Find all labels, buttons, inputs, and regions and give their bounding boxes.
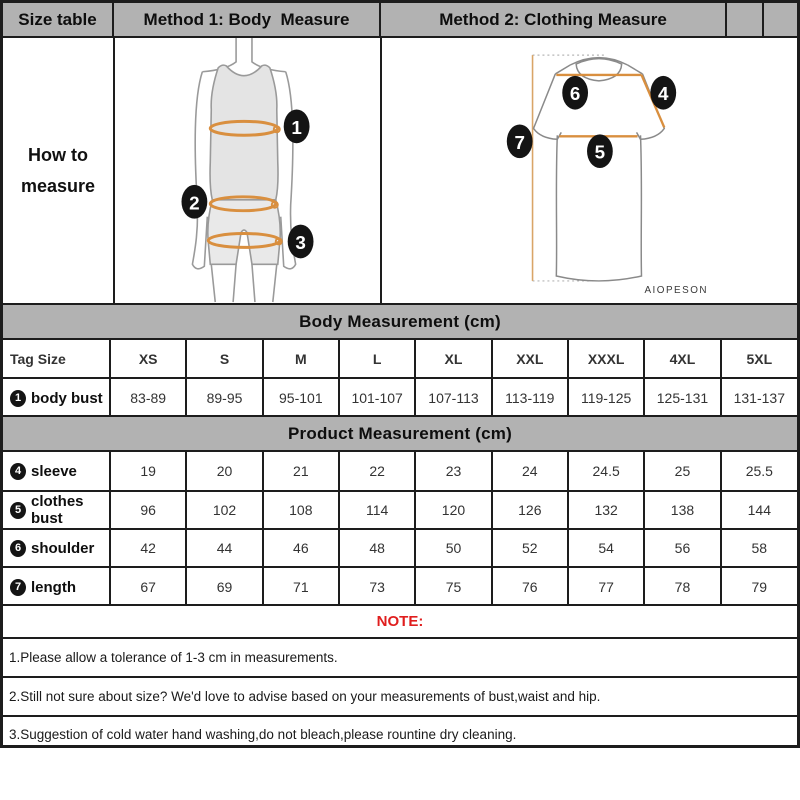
table-cell: 78 xyxy=(644,567,720,606)
table-cell: 71 xyxy=(263,567,339,606)
table-cell: 48 xyxy=(339,529,415,567)
svg-text:6: 6 xyxy=(569,83,581,105)
svg-text:1: 1 xyxy=(291,116,302,138)
svg-text:7: 7 xyxy=(514,131,525,153)
tshirt-figure-icon xyxy=(382,38,797,303)
marker-7-length xyxy=(507,124,533,158)
body-measurement-table xyxy=(3,338,797,415)
table-cell: 83-89 xyxy=(110,378,186,417)
row-label-clothes-bust: 5 clothes bust xyxy=(10,493,109,527)
table-cell: 144 xyxy=(721,491,797,529)
table-cell: 54 xyxy=(568,529,644,567)
table-cell: 95-101 xyxy=(263,378,339,417)
table-cell: 126 xyxy=(492,491,568,529)
body-figure-icon xyxy=(115,38,380,303)
table-cell: 113-119 xyxy=(492,378,568,417)
illustration-row xyxy=(3,36,797,303)
table-cell: 52 xyxy=(492,529,568,567)
table-cell: 44 xyxy=(186,529,262,567)
svg-text:5: 5 xyxy=(594,141,606,163)
row-label-body-bust: 1 body bust xyxy=(10,390,109,407)
size-header: XL xyxy=(415,340,491,378)
sleeve-row xyxy=(3,452,797,491)
table-cell: 125-131 xyxy=(644,378,720,417)
tag-size-label: Tag Size xyxy=(3,340,110,378)
product-measurement-table xyxy=(3,450,797,604)
table-cell: 120 xyxy=(415,491,491,529)
row-label-length: 7 length xyxy=(10,579,109,596)
method2-title: Method 2: Clothing Measure xyxy=(380,3,726,36)
body-measurement-header: Body Measurement (cm) xyxy=(3,303,797,338)
circled-1-icon: 1 xyxy=(10,390,26,407)
table-cell: 58 xyxy=(721,529,797,567)
table-cell: 21 xyxy=(263,452,339,491)
marker-4-sleeve xyxy=(650,76,676,110)
table-cell: 96 xyxy=(110,491,186,529)
table-cell: 42 xyxy=(110,529,186,567)
table-cell: 73 xyxy=(339,567,415,606)
table-cell: 119-125 xyxy=(568,378,644,417)
table-cell: 56 xyxy=(644,529,720,567)
header-empty-cell-1 xyxy=(726,3,763,36)
marker-6-shoulder xyxy=(562,76,588,110)
top-header-row xyxy=(3,3,797,36)
note-item-2: 2.Still not sure about size? We'd love to advise based on your measurements of bust,waist and hip. xyxy=(3,676,797,715)
body-bust-row xyxy=(3,378,797,417)
clothing-measure-illustration xyxy=(380,38,797,303)
table-cell: 25.5 xyxy=(721,452,797,491)
table-cell: 67 xyxy=(110,567,186,606)
table-cell: 24.5 xyxy=(568,452,644,491)
table-cell: 107-113 xyxy=(415,378,491,417)
size-header: 5XL xyxy=(721,340,797,378)
svg-text:2: 2 xyxy=(189,192,200,214)
circled-6-icon: 6 xyxy=(10,540,26,557)
circled-4-icon: 4 xyxy=(10,463,26,480)
table-cell: 77 xyxy=(568,567,644,606)
marker-3-hip xyxy=(288,225,314,259)
table-cell: 79 xyxy=(721,567,797,606)
tag-size-row xyxy=(3,340,797,378)
table-cell: 25 xyxy=(644,452,720,491)
size-header: XXXL xyxy=(568,340,644,378)
size-header: M xyxy=(263,340,339,378)
size-table-title: Size table xyxy=(3,3,113,36)
how-to-measure-label: How to measure xyxy=(20,144,96,196)
body-measure-illustration xyxy=(113,38,380,303)
table-cell: 20 xyxy=(186,452,262,491)
table-cell: 75 xyxy=(415,567,491,606)
table-cell: 69 xyxy=(186,567,262,606)
product-measurement-header: Product Measurement (cm) xyxy=(3,415,797,450)
size-header: L xyxy=(339,340,415,378)
marker-5-clothes-bust xyxy=(587,134,613,168)
note-item-3: 3.Suggestion of cold water hand washing,do not bleach,please rountine dry cleaning. xyxy=(3,715,797,748)
marker-2-waist xyxy=(181,185,207,219)
size-header: 4XL xyxy=(644,340,720,378)
table-cell: 131-137 xyxy=(721,378,797,417)
header-empty-cell-2 xyxy=(763,3,800,36)
length-row xyxy=(3,567,797,606)
table-cell: 24 xyxy=(492,452,568,491)
method1-title: Method 1: Body Measure xyxy=(113,3,380,36)
table-cell: 101-107 xyxy=(339,378,415,417)
size-header: S xyxy=(186,340,262,378)
brand-text: AIOPESON xyxy=(644,284,709,296)
size-header: XXL xyxy=(492,340,568,378)
table-cell: 46 xyxy=(263,529,339,567)
table-cell: 76 xyxy=(492,567,568,606)
table-cell: 50 xyxy=(415,529,491,567)
marker-1-bust xyxy=(284,109,310,143)
table-cell: 138 xyxy=(644,491,720,529)
svg-text:3: 3 xyxy=(295,231,306,253)
row-label-shoulder: 6 shoulder xyxy=(10,540,109,557)
table-cell: 22 xyxy=(339,452,415,491)
table-cell: 19 xyxy=(110,452,186,491)
shoulder-row xyxy=(3,529,797,567)
table-cell: 89-95 xyxy=(186,378,262,417)
table-cell: 114 xyxy=(339,491,415,529)
table-cell: 102 xyxy=(186,491,262,529)
note-item-1: 1.Please allow a tolerance of 1-3 cm in measurements. xyxy=(3,637,797,676)
clothes-bust-row xyxy=(3,491,797,529)
table-cell: 108 xyxy=(263,491,339,529)
note-header: NOTE: xyxy=(3,604,797,637)
svg-text:4: 4 xyxy=(658,83,669,105)
table-cell: 132 xyxy=(568,491,644,529)
circled-5-icon: 5 xyxy=(10,502,26,519)
table-cell: 23 xyxy=(415,452,491,491)
circled-7-icon: 7 xyxy=(10,579,26,596)
row-label-sleeve: 4 sleeve xyxy=(10,463,109,480)
size-header: XS xyxy=(110,340,186,378)
